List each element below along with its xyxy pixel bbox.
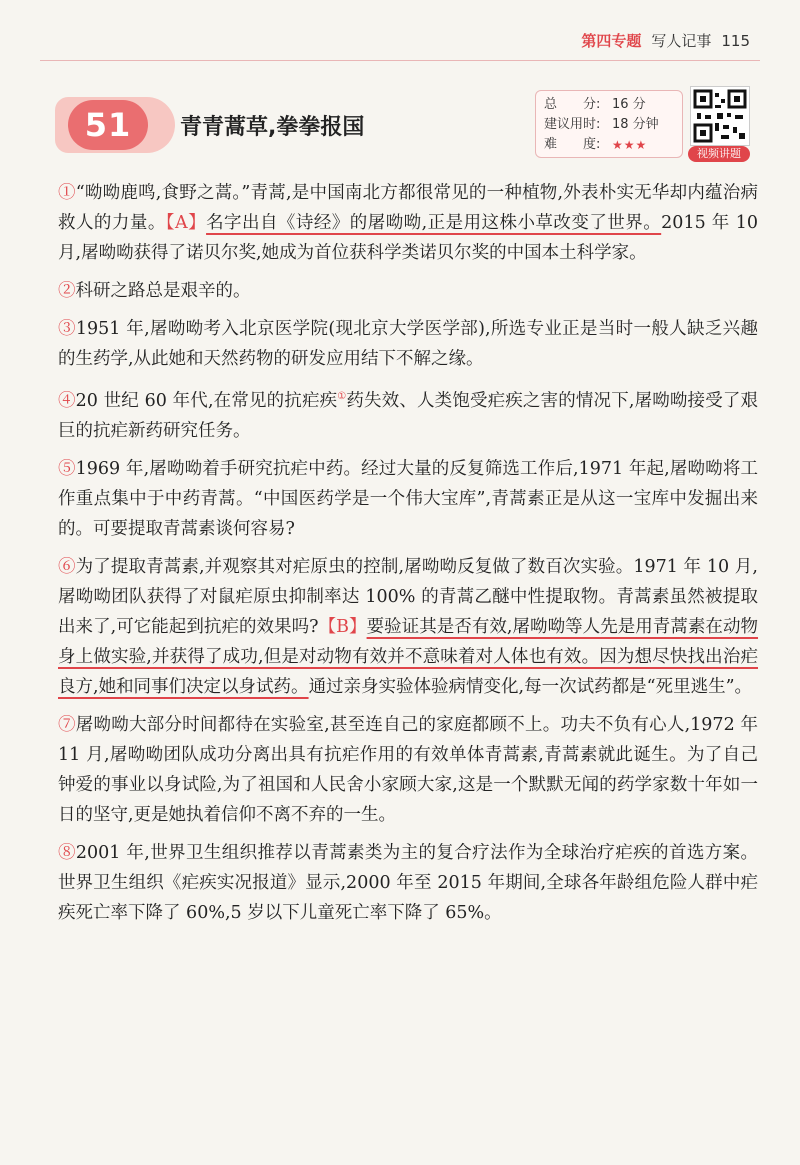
paragraph-index: ⑦ <box>58 714 76 735</box>
question-mark-a: 【A】 <box>165 213 207 233</box>
underlined-sentence-a: 名字出自《诗经》的屠呦呦,正是用这株小草改变了世界。 <box>206 213 662 233</box>
lesson-title: 青青蒿草,拳拳报国 <box>180 115 365 140</box>
header-section: 第四专题 <box>581 32 642 50</box>
info-box <box>535 90 683 158</box>
video-explanation-label[interactable]: 视频讲题 <box>688 146 750 162</box>
header-topic: 写人记事 <box>651 32 712 50</box>
info-time <box>544 115 674 135</box>
paragraph-text: 20 世纪 60 年代,在常见的抗疟疾 <box>75 390 338 411</box>
paragraph-1 <box>58 178 758 268</box>
paragraph-text: 2015 年 10 月,屠呦呦获得了诺贝尔奖,她成为首位获科学类诺贝尔奖的中国本土科学家。 <box>58 213 758 263</box>
paragraph-4 <box>58 382 758 446</box>
paragraph-index: ⑥ <box>58 556 76 577</box>
difficulty-label: 难 度: <box>544 137 601 152</box>
paragraph-text: 科研之路总是艰辛的。 <box>75 281 251 301</box>
article-body <box>58 178 758 936</box>
total-value: 16 分 <box>612 97 646 112</box>
paragraph-text: 2001 年,世界卫生组织推荐以青蒿素类为主的复合疗法作为全球治疗疟疾的首选方案。世界卫生组织《疟疾实况报道》显示,2000 年至 2015 年期间,全球各年龄组危险人群中疟疾死亡率下降了 60%,5 岁以下儿童死亡率下降了 65%。 <box>58 842 758 923</box>
header-divider <box>40 60 760 61</box>
paragraph-text: 药失效、人类饱受疟疾之害的情况下,屠呦呦接受了艰巨的抗疟新药研究任务。 <box>58 390 759 441</box>
underlined-sentence-b: 要验证其是否有效,屠呦呦等人先是用青蒿素在动物身上做实验,并获得了成功,但是对动物有效并不意味着对人体也有效。因为想尽快找出治疟良方,她和同事们决定以身试药。 <box>58 616 759 697</box>
qr-code-icon[interactable] <box>690 86 750 146</box>
paragraph-index: ② <box>58 281 76 301</box>
paragraph-text: 1951 年,屠呦呦考入北京医学院(现北京大学医学部),所选专业正是当时一般人缺乏兴趣的生药学,从此她和天然药物的研发应用结下不解之缘。 <box>58 319 758 369</box>
paragraph-3 <box>58 314 758 374</box>
time-value: 18 分钟 <box>612 117 659 132</box>
paragraph-index: ③ <box>58 319 76 339</box>
time-label: 建议用时: <box>544 117 601 132</box>
paragraph-index: ④ <box>58 390 76 411</box>
paragraph-text: 通过亲身实验体验病情变化,每一次试药都是“死里逃生”。 <box>308 676 753 697</box>
paragraph-index: ① <box>58 183 76 203</box>
paragraph-7 <box>58 710 758 830</box>
paragraph-index: ⑧ <box>58 842 76 863</box>
paragraph-text: “呦呦鹿鸣,食野之蒿。”青蒿,是中国南北方都很常见的一种植物,外表朴实无华却内蕴治病救人的力量。 <box>58 183 758 233</box>
paragraph-2 <box>58 276 758 306</box>
paragraph-index: ⑤ <box>58 458 76 479</box>
total-label: 总 分: <box>544 97 601 112</box>
lesson-number: 51 <box>68 100 148 150</box>
info-difficulty <box>544 135 674 155</box>
info-total <box>544 95 674 115</box>
paragraph-5 <box>58 454 758 544</box>
difficulty-stars: ★★★ <box>612 138 648 152</box>
paragraph-text: 屠呦呦大部分时间都待在实验室,甚至连自己的家庭都顾不上。功夫不负有心人,1972 年 11 月,屠呦呦团队成功分离出具有抗疟作用的有效单体青蒿素,青蒿素就此诞生。为了自己钟爱的事业以身试险,为了祖国和人民舍小家顾大家,这是一个默默无闻的药学家数十年如一日的坚守,更是她执着信仰不离不弃的一生。 <box>58 714 759 825</box>
page-number: 115 <box>721 31 750 50</box>
paragraph-6 <box>58 552 758 702</box>
running-header <box>581 30 750 51</box>
paragraph-8 <box>58 838 758 928</box>
footnote-marker: ① <box>337 391 347 402</box>
question-mark-b: 【B】 <box>318 616 367 637</box>
paragraph-text: 为了提取青蒿素,并观察其对疟原虫的控制,屠呦呦反复做了数百次实验。1971 年 10 月,屠呦呦团队获得了对鼠疟原虫抑制率达 100% 的青蒿乙醚中性提取物。青蒿素虽然被提取出来了,可它能起到抗疟的效果吗? <box>58 556 758 637</box>
paragraph-text: 1969 年,屠呦呦着手研究抗疟中药。经过大量的反复筛选工作后,1971 年起,屠呦呦将工作重点集中于中药青蒿。“中国医药学是一个伟大宝库”,青蒿素正是从这一宝库中发掘出来的。可要提取青蒿素谈何容易? <box>58 458 758 539</box>
